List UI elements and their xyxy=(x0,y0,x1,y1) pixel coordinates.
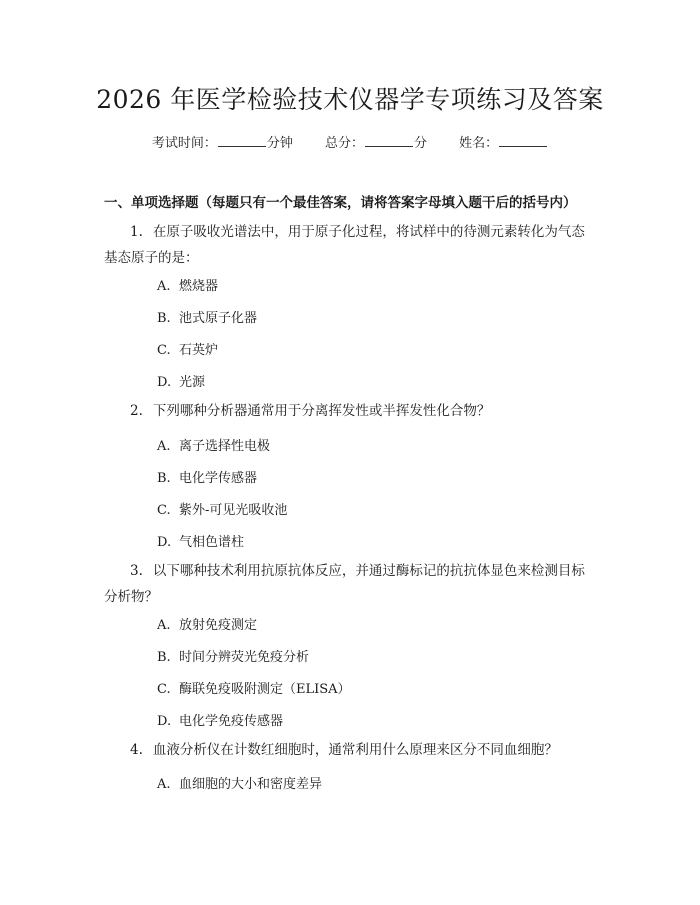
option-1a[interactable]: A. 燃烧器 xyxy=(157,279,219,294)
option-2d[interactable]: D. 气相色谱柱 xyxy=(157,535,245,550)
question-1 xyxy=(104,219,596,271)
option-1d[interactable]: D. 光源 xyxy=(157,375,206,390)
question-number: 1. xyxy=(130,224,143,240)
question-2 xyxy=(104,398,596,424)
total-score-label: 总分： xyxy=(324,136,364,151)
question-text: 以下哪种技术利用抗原抗体反应，并通过酶标记的抗抗体显色来检测目标分析物？ xyxy=(104,563,585,605)
name-field xyxy=(459,136,548,151)
option-3c[interactable]: C. 酶联免疫吸附测定（ELISA） xyxy=(157,682,351,697)
question-text: 血液分析仪在计数红细胞时，通常利用什么原理来区分不同血细胞？ xyxy=(152,742,558,758)
exam-time-field xyxy=(152,136,297,151)
page-title: 2026 年医学检验技术仪器学专项练习及答案 xyxy=(96,85,604,114)
option-1b[interactable]: B. 池式原子化器 xyxy=(157,311,258,326)
question-number: 4. xyxy=(130,742,143,758)
option-2c[interactable]: C. 紫外-可见光吸收池 xyxy=(157,503,288,518)
name-label: 姓名： xyxy=(459,136,499,151)
exam-meta xyxy=(0,132,700,151)
exam-time-blank[interactable] xyxy=(218,134,266,147)
name-blank[interactable] xyxy=(499,134,547,147)
exam-time-unit: 分钟 xyxy=(266,136,293,151)
question-3 xyxy=(104,558,596,610)
total-score-unit: 分 xyxy=(414,136,428,151)
option-1c[interactable]: C. 石英炉 xyxy=(157,343,219,358)
question-number: 3. xyxy=(130,563,143,579)
question-number: 2. xyxy=(130,403,143,419)
total-score-field xyxy=(325,136,431,151)
total-score-blank[interactable] xyxy=(365,134,413,147)
option-4a[interactable]: A. 血细胞的大小和密度差异 xyxy=(157,777,323,792)
question-text: 在原子吸收光谱法中，用于原子化过程，将试样中的待测元素转化为气态基态原子的是： xyxy=(104,224,585,266)
question-4 xyxy=(104,737,596,763)
exam-time-label: 考试时间： xyxy=(151,136,217,151)
option-2b[interactable]: B. 电化学传感器 xyxy=(157,471,258,486)
question-text: 下列哪种分析器通常用于分离挥发性或半挥发性化合物？ xyxy=(152,403,491,419)
section-heading: 一、单项选择题（每题只有一个最佳答案，请将答案字母填入题干后的括号内） xyxy=(104,195,577,211)
option-3d[interactable]: D. 电化学免疫传感器 xyxy=(157,714,284,729)
option-3b[interactable]: B. 时间分辨荧光免疫分析 xyxy=(157,650,310,665)
option-3a[interactable]: A. 放射免疫测定 xyxy=(157,618,258,633)
option-2a[interactable]: A. 离子选择性电极 xyxy=(157,439,271,454)
